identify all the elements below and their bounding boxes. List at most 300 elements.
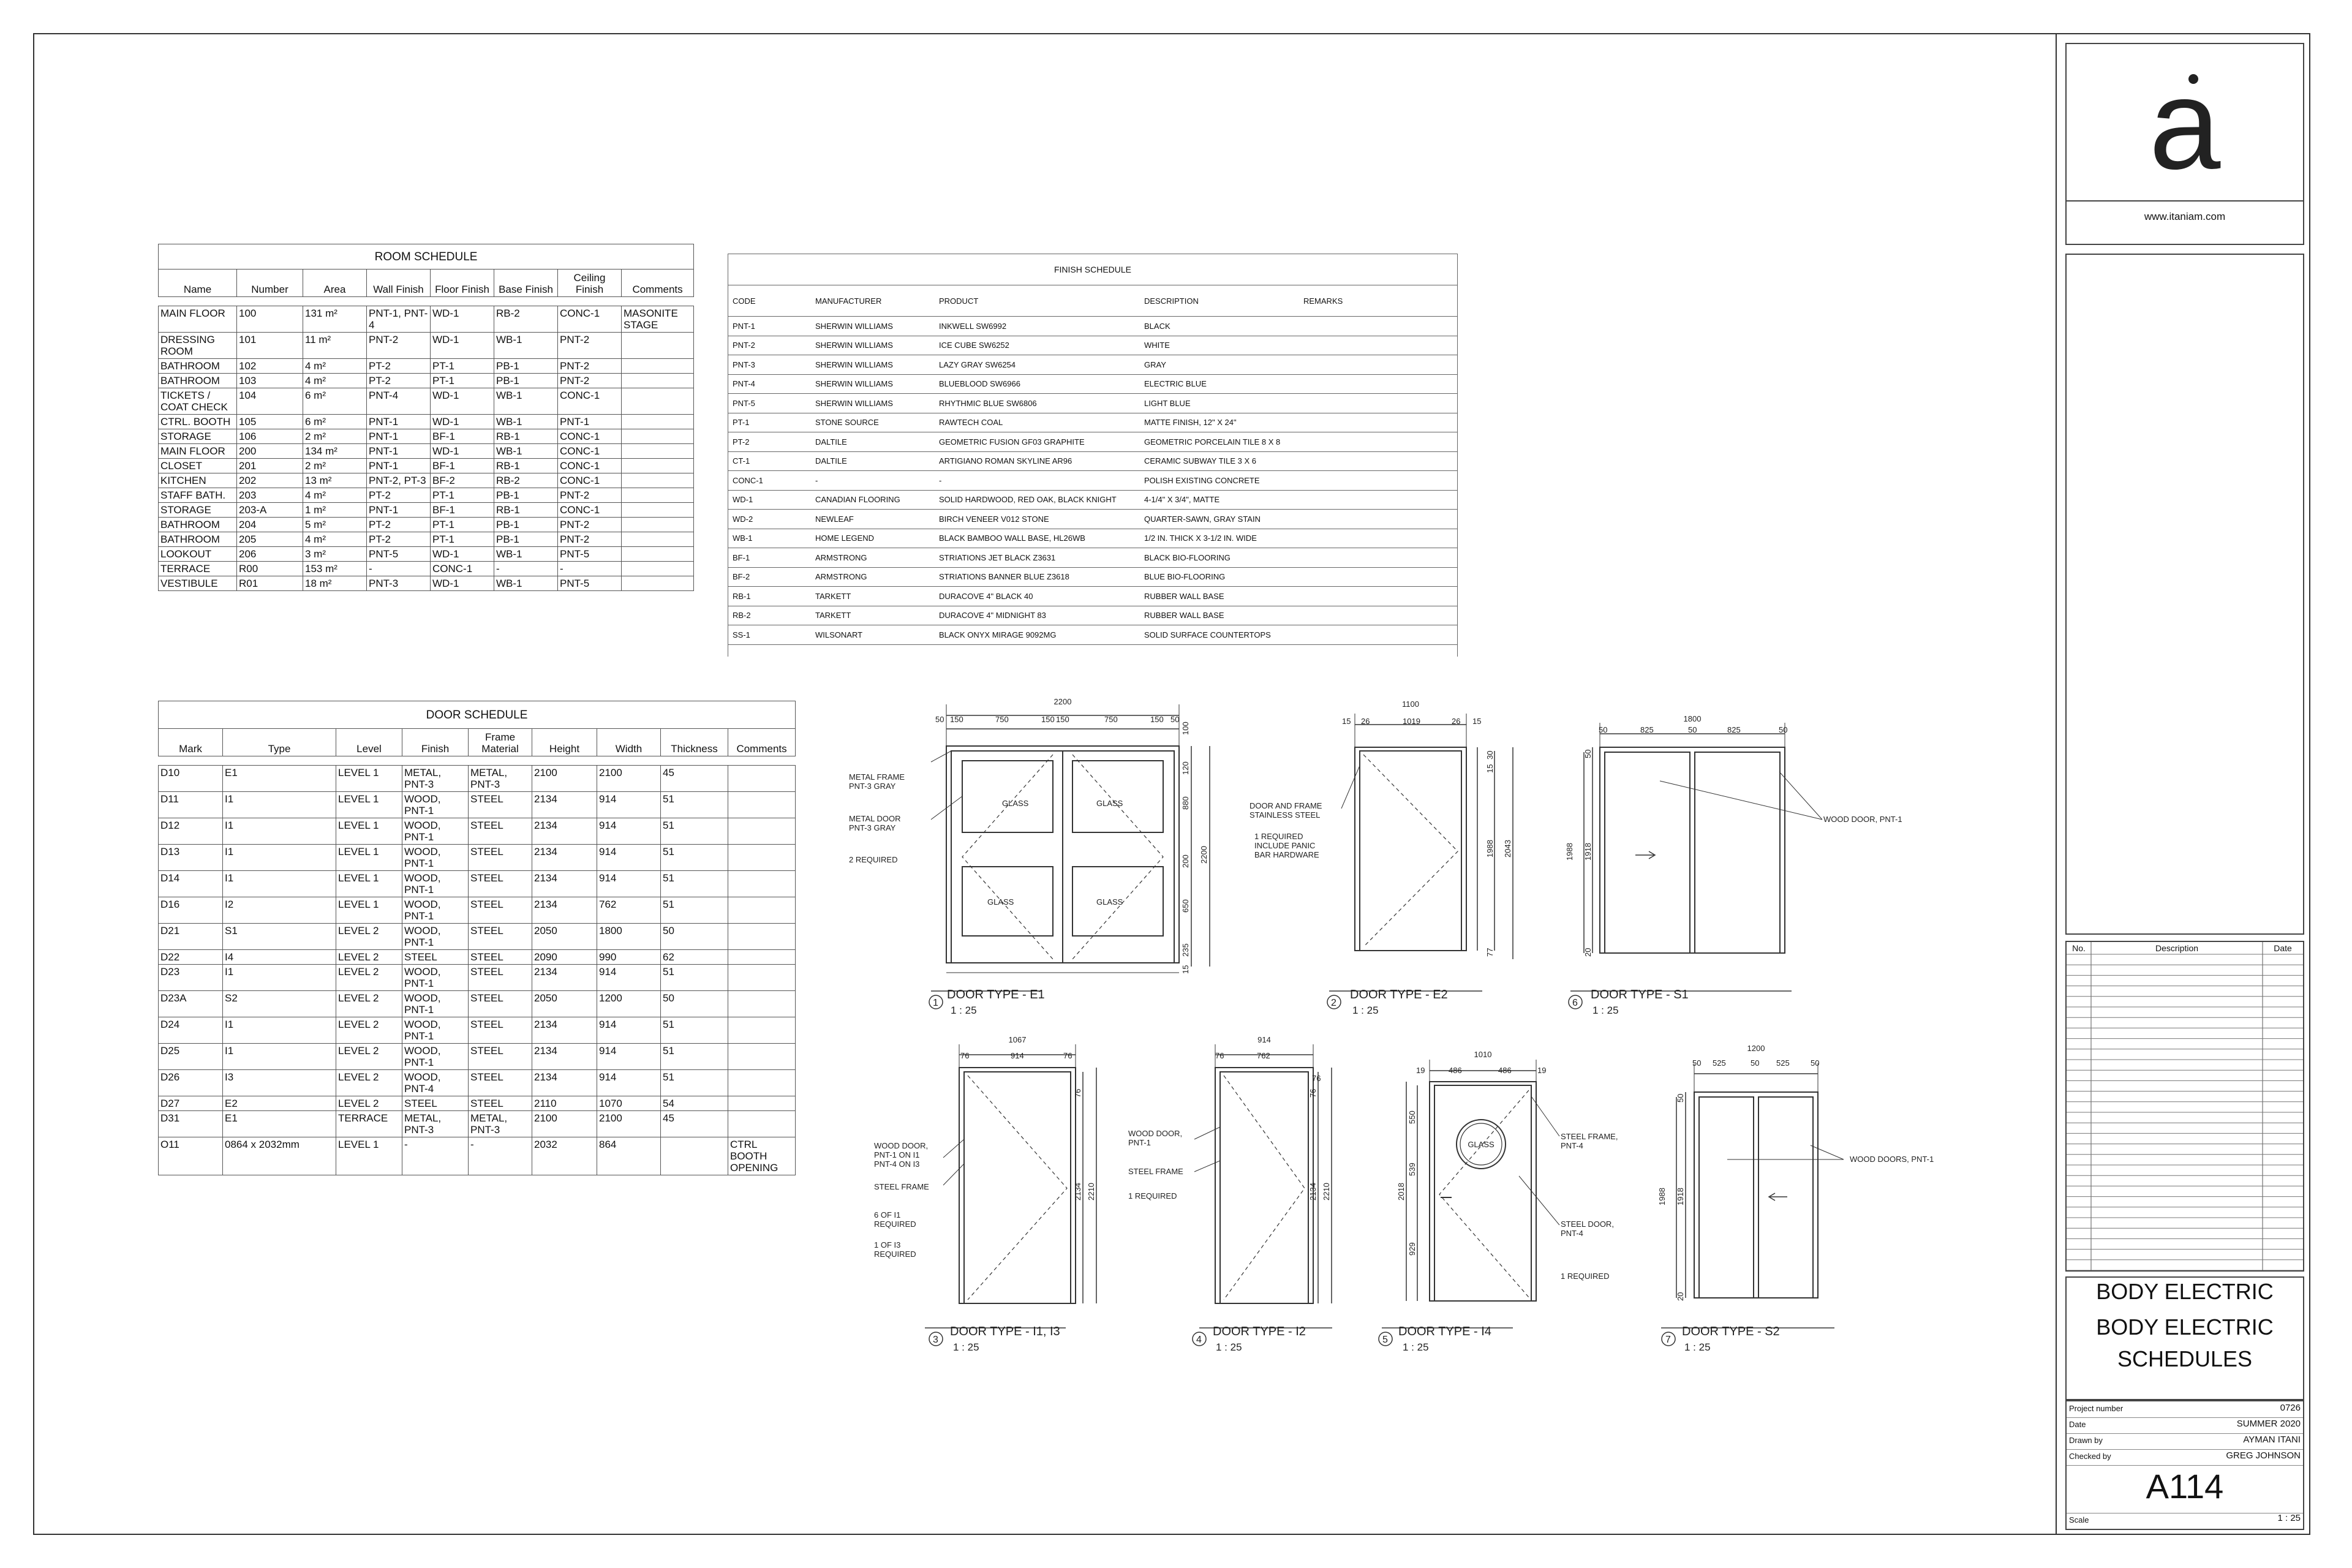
door-cell: D10 bbox=[159, 766, 223, 792]
room-cell: PNT-5 bbox=[558, 547, 622, 562]
room-cell: 4 m² bbox=[303, 374, 367, 388]
room-cell: 202 bbox=[237, 473, 303, 488]
room-cell: PNT-1 bbox=[558, 415, 622, 429]
room-cell: 201 bbox=[237, 459, 303, 473]
door-cell: LEVEL 2 bbox=[336, 924, 402, 950]
door-cell: I3 bbox=[223, 1070, 336, 1096]
finish-cell: LIGHT BLUE bbox=[1139, 394, 1298, 413]
room-cell: RB-1 bbox=[494, 459, 558, 473]
door-cell: D14 bbox=[159, 871, 223, 897]
finish-cell: BLACK bbox=[1139, 317, 1298, 336]
door-cell: WOOD, PNT-4 bbox=[402, 1070, 469, 1096]
i2-scale: 1 : 25 bbox=[1216, 1341, 1242, 1353]
room-cell: WB-1 bbox=[494, 576, 558, 591]
room-cell: STORAGE bbox=[159, 429, 237, 444]
door-cell: WOOD, PNT-1 bbox=[402, 871, 469, 897]
e1-dim-2: 150 bbox=[950, 715, 963, 724]
room-cell: PNT-2 bbox=[558, 518, 622, 532]
i2-side-2: 2134 bbox=[1308, 1183, 1317, 1200]
door-cell: LEVEL 2 bbox=[336, 965, 402, 991]
door-cell: 2050 bbox=[532, 991, 597, 1017]
finish-cell: ARTIGIANO ROMAN SKYLINE AR96 bbox=[934, 451, 1139, 471]
revision-grid bbox=[2067, 942, 2303, 1270]
room-cell: BATHROOM bbox=[159, 532, 237, 547]
door-cell: 2110 bbox=[532, 1096, 597, 1111]
room-cell: RB-1 bbox=[494, 429, 558, 444]
i4-note-3: STEEL DOOR, bbox=[1561, 1219, 1614, 1229]
door-type-e1-drawing bbox=[929, 704, 1210, 1009]
finish-cell: DURACOVE 4" MIDNIGHT 83 bbox=[934, 606, 1139, 625]
room-cell: 2 m² bbox=[303, 459, 367, 473]
room-cell: 203-A bbox=[237, 503, 303, 518]
room-cell: MAIN FLOOR bbox=[159, 306, 237, 333]
room-cell: 105 bbox=[237, 415, 303, 429]
i4-side-4: 2018 bbox=[1396, 1183, 1406, 1200]
i4-scale: 1 : 25 bbox=[1403, 1341, 1429, 1353]
room-cell: PNT-1, PNT-4 bbox=[367, 306, 431, 333]
door-cell: WOOD, PNT-1 bbox=[402, 818, 469, 845]
e1-note-1: METAL FRAME bbox=[849, 772, 905, 782]
door-cell: LEVEL 1 bbox=[336, 818, 402, 845]
room-cell: KITCHEN bbox=[159, 473, 237, 488]
room-col-wall: Wall Finish bbox=[367, 270, 431, 297]
room-cell: 205 bbox=[237, 532, 303, 547]
room-cell: PNT-2 bbox=[367, 333, 431, 359]
i4-side-3: 929 bbox=[1408, 1242, 1417, 1256]
room-col-floor: Floor Finish bbox=[431, 270, 494, 297]
finish-cell: WD-1 bbox=[728, 490, 810, 510]
project-subtitle: BODY ELECTRIC bbox=[2096, 1314, 2274, 1340]
door-cell: 914 bbox=[597, 871, 661, 897]
finish-cell: SHERWIN WILLIAMS bbox=[810, 336, 934, 355]
room-cell: PT-1 bbox=[431, 532, 494, 547]
i2-dim-1: 76 bbox=[1215, 1051, 1224, 1060]
door-cell: WOOD, PNT-1 bbox=[402, 1044, 469, 1070]
finish-cell: DALTILE bbox=[810, 451, 934, 471]
door-cell: 914 bbox=[597, 845, 661, 871]
door-cell: D31 bbox=[159, 1111, 223, 1137]
date-value: SUMMER 2020 bbox=[2236, 1419, 2301, 1429]
room-cell: PT-1 bbox=[431, 374, 494, 388]
i2-number: 4 bbox=[1196, 1335, 1202, 1345]
finish-cell: GEOMETRIC PORCELAIN TILE 8 X 8 bbox=[1139, 432, 1298, 452]
door-cell: 2134 bbox=[532, 792, 597, 818]
s2-side-4: 20 bbox=[1676, 1292, 1685, 1301]
i1-dim-2: 914 bbox=[1011, 1051, 1024, 1060]
door-cell: 50 bbox=[661, 991, 728, 1017]
finish-col-product: PRODUCT bbox=[934, 285, 1139, 317]
room-cell: WD-1 bbox=[431, 388, 494, 415]
door-cell: E2 bbox=[223, 1096, 336, 1111]
door-cell: I1 bbox=[223, 1044, 336, 1070]
room-cell: PB-1 bbox=[494, 488, 558, 503]
finish-cell: SS-1 bbox=[728, 625, 810, 645]
door-cell: 2100 bbox=[597, 766, 661, 792]
i4-dim-1: 19 bbox=[1416, 1066, 1425, 1075]
i2-note-2: PNT-1 bbox=[1128, 1138, 1151, 1147]
drawn-by-label: Drawn by bbox=[2069, 1436, 2103, 1445]
i2-side-3: 2210 bbox=[1322, 1183, 1331, 1200]
door-cell: WOOD, PNT-1 bbox=[402, 845, 469, 871]
finish-cell: PNT-2 bbox=[728, 336, 810, 355]
door-cell: 914 bbox=[597, 1017, 661, 1044]
e2-dim-5: 15 bbox=[1472, 717, 1482, 726]
finish-cell: GRAY bbox=[1139, 355, 1298, 375]
e1-side-1: 100 bbox=[1181, 722, 1190, 735]
i2-note-4: 1 REQUIRED bbox=[1128, 1191, 1177, 1200]
door-cell: 51 bbox=[661, 1044, 728, 1070]
e1-note-2: PNT-3 GRAY bbox=[849, 782, 896, 791]
finish-cell: RUBBER WALL BASE bbox=[1139, 606, 1298, 625]
door-cell: 0864 x 2032mm bbox=[223, 1137, 336, 1175]
door-cell: WOOD, PNT-1 bbox=[402, 897, 469, 924]
e1-dim-4: 150 bbox=[1041, 715, 1055, 724]
e2-dim-2: 26 bbox=[1361, 717, 1370, 726]
room-cell: BF-1 bbox=[431, 503, 494, 518]
door-cell: D23A bbox=[159, 991, 223, 1017]
room-cell: DRESSING ROOM bbox=[159, 333, 237, 359]
finish-cell: CT-1 bbox=[728, 451, 810, 471]
room-col-base: Base Finish bbox=[494, 270, 558, 297]
i1-note-8: REQUIRED bbox=[874, 1250, 916, 1259]
room-cell: LOOKOUT bbox=[159, 547, 237, 562]
room-cell: 204 bbox=[237, 518, 303, 532]
room-cell: 100 bbox=[237, 306, 303, 333]
i4-dim-3: 486 bbox=[1498, 1066, 1512, 1075]
date-label: Date bbox=[2069, 1420, 2086, 1429]
room-cell: CONC-1 bbox=[558, 459, 622, 473]
room-cell: BATHROOM bbox=[159, 359, 237, 374]
room-cell: 6 m² bbox=[303, 415, 367, 429]
room-cell: 101 bbox=[237, 333, 303, 359]
finish-cell: ICE CUBE SW6252 bbox=[934, 336, 1139, 355]
i1-note-5: 6 OF I1 bbox=[874, 1210, 901, 1219]
s2-number: 7 bbox=[1665, 1335, 1671, 1345]
sheet-title: SCHEDULES bbox=[2117, 1346, 2253, 1371]
finish-cell: PNT-4 bbox=[728, 374, 810, 394]
door-cell: 2090 bbox=[532, 950, 597, 965]
i4-dim-2: 486 bbox=[1449, 1066, 1462, 1075]
door-cell: 51 bbox=[661, 871, 728, 897]
room-cell: RB-1 bbox=[494, 503, 558, 518]
finish-cell: ARMSTRONG bbox=[810, 567, 934, 587]
room-cell: CONC-1 bbox=[558, 306, 622, 333]
door-cell: 2134 bbox=[532, 845, 597, 871]
e1-side-5: 650 bbox=[1181, 899, 1190, 913]
door-cell: I1 bbox=[223, 845, 336, 871]
door-type-i4-drawing bbox=[1379, 1060, 1559, 1346]
door-col-type: Type bbox=[223, 729, 336, 756]
room-cell: PB-1 bbox=[494, 518, 558, 532]
door-cell: STEEL bbox=[469, 1070, 532, 1096]
door-col-thickness: Thickness bbox=[661, 729, 728, 756]
i2-dim-total: 914 bbox=[1257, 1035, 1271, 1044]
finish-cell: PT-1 bbox=[728, 413, 810, 432]
s1-dim-5: 50 bbox=[1779, 725, 1788, 734]
room-cell: 2 m² bbox=[303, 429, 367, 444]
door-cell: 1070 bbox=[597, 1096, 661, 1111]
s2-side-2: 1988 bbox=[1657, 1188, 1667, 1205]
finish-cell: PNT-3 bbox=[728, 355, 810, 375]
room-cell: 203 bbox=[237, 488, 303, 503]
finish-col-remarks: REMARKS bbox=[1298, 285, 1458, 317]
e1-number: 1 bbox=[933, 998, 938, 1008]
room-cell: PT-1 bbox=[431, 518, 494, 532]
i4-number: 5 bbox=[1382, 1335, 1388, 1345]
door-cell: I4 bbox=[223, 950, 336, 965]
room-cell: WD-1 bbox=[431, 306, 494, 333]
notes-box bbox=[2065, 254, 2304, 935]
room-cell: PNT-2 bbox=[558, 374, 622, 388]
i4-dim-4: 19 bbox=[1537, 1066, 1547, 1075]
logo-letter: a bbox=[2149, 64, 2221, 181]
door-cell: STEEL bbox=[469, 818, 532, 845]
i1-note-3: PNT-4 ON I3 bbox=[874, 1159, 920, 1169]
s2-title: DOOR TYPE - S2 bbox=[1682, 1325, 1780, 1338]
door-cell: - bbox=[469, 1137, 532, 1175]
door-cell: 2100 bbox=[532, 766, 597, 792]
finish-cell: GEOMETRIC FUSION GF03 GRAPHITE bbox=[934, 432, 1139, 452]
finish-cell: STRIATIONS JET BLACK Z3631 bbox=[934, 548, 1139, 568]
s1-dim-total: 1800 bbox=[1683, 714, 1702, 723]
e1-dim-5: 150 bbox=[1056, 715, 1069, 724]
room-cell: PNT-1 bbox=[367, 503, 431, 518]
e2-dim-1: 15 bbox=[1342, 717, 1351, 726]
room-cell: PNT-5 bbox=[367, 547, 431, 562]
finish-cell: - bbox=[810, 471, 934, 491]
finish-cell: RB-2 bbox=[728, 606, 810, 625]
room-cell: WB-1 bbox=[494, 444, 558, 459]
room-cell: STORAGE bbox=[159, 503, 237, 518]
finish-cell: RHYTHMIC BLUE SW6806 bbox=[934, 394, 1139, 413]
e1-note-5: 2 REQUIRED bbox=[849, 855, 898, 864]
e1-title: DOOR TYPE - E1 bbox=[947, 988, 1045, 1001]
e2-note-2: STAINLESS STEEL bbox=[1250, 810, 1321, 820]
s1-side-4: 20 bbox=[1583, 948, 1593, 957]
door-cell: I1 bbox=[223, 871, 336, 897]
door-cell: S1 bbox=[223, 924, 336, 950]
door-cell: 2100 bbox=[532, 1111, 597, 1137]
s1-dim-1: 50 bbox=[1599, 725, 1608, 734]
finish-cell: SHERWIN WILLIAMS bbox=[810, 355, 934, 375]
s1-dim-4: 825 bbox=[1727, 725, 1741, 734]
i1-side-2: 2134 bbox=[1073, 1183, 1082, 1200]
door-col-frame: Frame Material bbox=[469, 729, 532, 756]
door-type-s1-drawing bbox=[1569, 723, 1822, 1009]
door-cell: WOOD, PNT-1 bbox=[402, 965, 469, 991]
e2-title: DOOR TYPE - E2 bbox=[1350, 988, 1448, 1001]
door-cell: 62 bbox=[661, 950, 728, 965]
door-cell: 2100 bbox=[597, 1111, 661, 1137]
room-cell: PNT-1 bbox=[367, 429, 431, 444]
door-type-i1-drawing bbox=[925, 1044, 1096, 1346]
e2-number: 2 bbox=[1331, 998, 1336, 1008]
door-cell: O11 bbox=[159, 1137, 223, 1175]
finish-cell: BLACK BAMBOO WALL BASE, HL26WB bbox=[934, 529, 1139, 548]
room-cell: 206 bbox=[237, 547, 303, 562]
finish-cell: CANADIAN FLOORING bbox=[810, 490, 934, 510]
door-cell: 914 bbox=[597, 792, 661, 818]
finish-cell: RB-1 bbox=[728, 587, 810, 606]
door-cell: STEEL bbox=[469, 924, 532, 950]
room-cell: WB-1 bbox=[494, 333, 558, 359]
room-cell: PNT-3 bbox=[367, 576, 431, 591]
door-cell: STEEL bbox=[469, 792, 532, 818]
room-cell: VESTIBULE bbox=[159, 576, 237, 591]
room-cell: WD-1 bbox=[431, 576, 494, 591]
e2-side-4: 2043 bbox=[1503, 840, 1512, 858]
s2-dim-5: 50 bbox=[1811, 1058, 1820, 1068]
door-cell: 914 bbox=[597, 1044, 661, 1070]
room-cell: 103 bbox=[237, 374, 303, 388]
door-cell: 2134 bbox=[532, 1070, 597, 1096]
finish-cell: BIRCH VENEER V012 STONE bbox=[934, 510, 1139, 529]
room-cell: PNT-2 bbox=[558, 532, 622, 547]
finish-col-code: CODE bbox=[728, 285, 810, 317]
door-cell: 762 bbox=[597, 897, 661, 924]
room-cell: 104 bbox=[237, 388, 303, 415]
door-cell: I2 bbox=[223, 897, 336, 924]
door-cell: S2 bbox=[223, 991, 336, 1017]
e1-dim-total: 2200 bbox=[1054, 697, 1072, 706]
i1-note-4: STEEL FRAME bbox=[874, 1182, 929, 1191]
door-cell: METAL, PNT-3 bbox=[402, 766, 469, 792]
door-cell: E1 bbox=[223, 766, 336, 792]
logo-box bbox=[2065, 43, 2304, 245]
finish-cell: WHITE bbox=[1139, 336, 1298, 355]
door-cell: TERRACE bbox=[336, 1111, 402, 1137]
door-cell: D16 bbox=[159, 897, 223, 924]
project-number: 0726 bbox=[2280, 1403, 2301, 1413]
door-cell: 2050 bbox=[532, 924, 597, 950]
finish-cell: BLACK ONYX MIRAGE 9092MG bbox=[934, 625, 1139, 645]
door-cell: LEVEL 2 bbox=[336, 1096, 402, 1111]
room-cell: 4 m² bbox=[303, 532, 367, 547]
finish-cell: WB-1 bbox=[728, 529, 810, 548]
room-cell: PNT-2 bbox=[558, 359, 622, 374]
room-cell: WD-1 bbox=[431, 333, 494, 359]
i1-note-7: 1 OF I3 bbox=[874, 1240, 901, 1250]
room-cell: PNT-2, PT-3 bbox=[367, 473, 431, 488]
logo bbox=[2067, 44, 2303, 200]
room-cell: 3 m² bbox=[303, 547, 367, 562]
e1-dim-7: 150 bbox=[1150, 715, 1164, 724]
room-col-name: Name bbox=[159, 270, 237, 297]
e1-dim-3: 750 bbox=[995, 715, 1009, 724]
finish-cell: 4-1/4" X 3/4", MATTE bbox=[1139, 490, 1298, 510]
door-cell: LEVEL 1 bbox=[336, 792, 402, 818]
finish-cell: PT-2 bbox=[728, 432, 810, 452]
door-cell: D12 bbox=[159, 818, 223, 845]
door-cell: 50 bbox=[661, 924, 728, 950]
s2-dim-1: 50 bbox=[1692, 1058, 1702, 1068]
room-cell: CONC-1 bbox=[558, 444, 622, 459]
s2-side-3: 1918 bbox=[1676, 1188, 1685, 1205]
i1-title: DOOR TYPE - I1, I3 bbox=[950, 1325, 1060, 1338]
s1-side-1: 50 bbox=[1583, 749, 1593, 758]
i1-dim-total: 1067 bbox=[1008, 1035, 1027, 1044]
door-cell: LEVEL 2 bbox=[336, 991, 402, 1017]
i1-note-2: PNT-1 ON I1 bbox=[874, 1150, 920, 1159]
door-cell: WOOD, PNT-1 bbox=[402, 991, 469, 1017]
door-cell: 45 bbox=[661, 766, 728, 792]
door-cell: 914 bbox=[597, 818, 661, 845]
e2-scale: 1 : 25 bbox=[1352, 1005, 1379, 1016]
i2-dim-2: 762 bbox=[1257, 1051, 1270, 1060]
e1-scale: 1 : 25 bbox=[951, 1005, 977, 1016]
room-cell: BATHROOM bbox=[159, 518, 237, 532]
room-cell: 131 m² bbox=[303, 306, 367, 333]
finish-cell: - bbox=[934, 471, 1139, 491]
room-cell: PNT-4 bbox=[367, 388, 431, 415]
room-cell: BATHROOM bbox=[159, 374, 237, 388]
door-cell: D26 bbox=[159, 1070, 223, 1096]
s1-dim-3: 50 bbox=[1688, 725, 1697, 734]
door-cell: D21 bbox=[159, 924, 223, 950]
logo-mark bbox=[2142, 64, 2228, 181]
finish-cell: MATTE FINISH, 12" X 24" bbox=[1139, 413, 1298, 432]
room-cell: PT-2 bbox=[367, 374, 431, 388]
door-cell: STEEL bbox=[469, 1044, 532, 1070]
e1-side-2: 120 bbox=[1181, 761, 1190, 775]
rev-col-no: No. bbox=[2072, 943, 2086, 953]
room-cell: 5 m² bbox=[303, 518, 367, 532]
finish-cell: SOLID HARDWOOD, RED OAK, BLACK KNIGHT bbox=[934, 490, 1139, 510]
door-cell: 2134 bbox=[532, 1044, 597, 1070]
room-cell: PT-2 bbox=[367, 518, 431, 532]
s1-note-1: WOOD DOOR, PNT-1 bbox=[1823, 815, 1902, 824]
room-cell: PT-1 bbox=[431, 488, 494, 503]
i1-side-3: 2210 bbox=[1087, 1183, 1096, 1200]
door-cell: STEEL bbox=[469, 965, 532, 991]
room-cell: WB-1 bbox=[494, 547, 558, 562]
e2-note-3: 1 REQUIRED bbox=[1254, 832, 1303, 841]
e2-side-5: 77 bbox=[1485, 948, 1494, 957]
door-cell: STEEL bbox=[469, 845, 532, 871]
e2-dim-3: 1019 bbox=[1403, 717, 1420, 726]
room-cell: 106 bbox=[237, 429, 303, 444]
e1-glass-2: GLASS bbox=[1096, 799, 1123, 808]
door-cell: STEEL bbox=[469, 897, 532, 924]
door-cell: WOOD, PNT-1 bbox=[402, 1017, 469, 1044]
room-cell: WD-1 bbox=[431, 547, 494, 562]
scale-value: 1 : 25 bbox=[2277, 1513, 2301, 1523]
door-cell: 51 bbox=[661, 1070, 728, 1096]
door-col-comments: Comments bbox=[728, 729, 796, 756]
door-cell: 990 bbox=[597, 950, 661, 965]
door-cell: I1 bbox=[223, 965, 336, 991]
room-cell: 18 m² bbox=[303, 576, 367, 591]
room-cell: WB-1 bbox=[494, 415, 558, 429]
room-cell: CONC-1 bbox=[558, 429, 622, 444]
room-cell: 153 m² bbox=[303, 562, 367, 576]
door-cell: I1 bbox=[223, 792, 336, 818]
finish-col-description: DESCRIPTION bbox=[1139, 285, 1298, 317]
finish-cell: STONE SOURCE bbox=[810, 413, 934, 432]
s1-side-2: 1988 bbox=[1565, 843, 1574, 861]
door-cell: LEVEL 2 bbox=[336, 1017, 402, 1044]
s1-number: 6 bbox=[1572, 998, 1578, 1008]
room-cell: BF-2 bbox=[431, 473, 494, 488]
door-cell: LEVEL 1 bbox=[336, 871, 402, 897]
finish-cell: 1/2 IN. THICK X 3-1/2 IN. WIDE bbox=[1139, 529, 1298, 548]
door-col-width: Width bbox=[597, 729, 661, 756]
rev-col-description: Description bbox=[2155, 943, 2199, 953]
door-cell: METAL, PNT-3 bbox=[402, 1111, 469, 1137]
room-cell: WD-1 bbox=[431, 415, 494, 429]
finish-col-manufacturer: MANUFACTURER bbox=[810, 285, 934, 317]
s2-dim-3: 50 bbox=[1751, 1058, 1760, 1068]
